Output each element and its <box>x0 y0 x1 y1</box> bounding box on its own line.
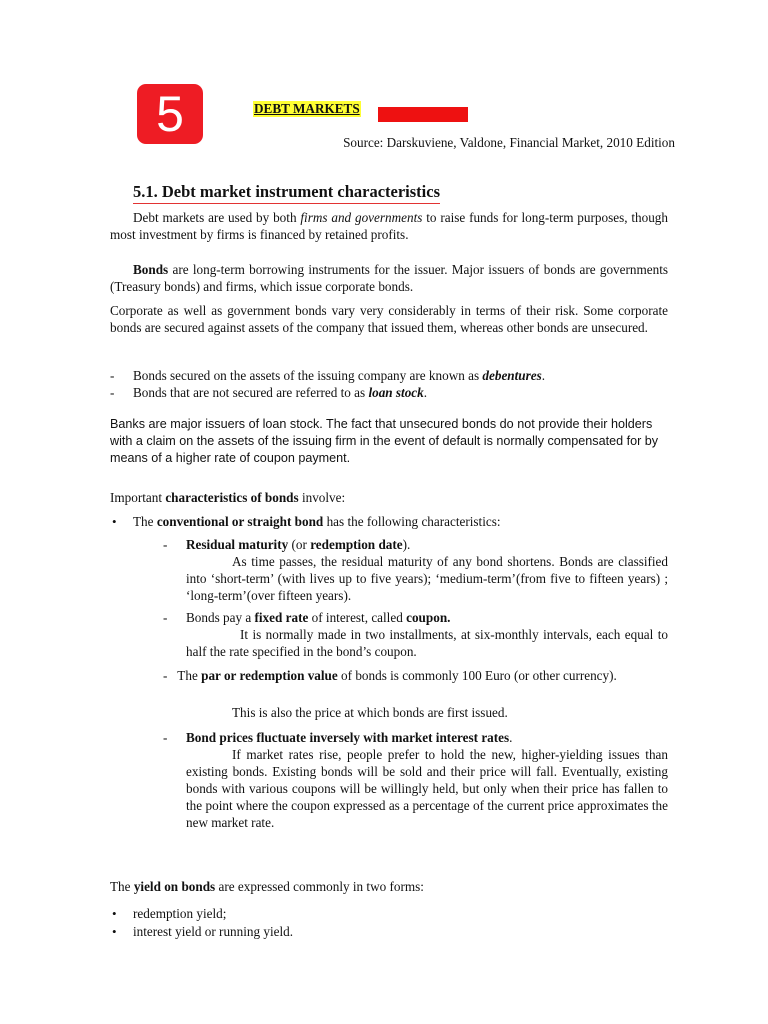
text: . <box>541 368 546 383</box>
list-dash: - <box>163 668 168 683</box>
term-debentures: debentures <box>482 368 542 383</box>
text: The <box>110 879 134 894</box>
characteristics-intro <box>110 489 668 506</box>
list-dash: - <box>163 730 168 745</box>
text: has the following characteristics: <box>323 514 501 529</box>
text: involve: <box>298 490 346 505</box>
title-accent-bar <box>378 107 468 122</box>
text: of interest, called <box>308 610 407 625</box>
text: (or <box>288 537 311 552</box>
list-dash: - <box>163 610 168 625</box>
item-fixed-rate <box>186 609 668 660</box>
conventional-bond-line <box>133 513 501 530</box>
item-residual-maturity <box>186 536 668 604</box>
text: Important <box>110 490 166 505</box>
text: Bonds that are not secured are referred to as <box>133 385 369 400</box>
text: ). <box>402 537 411 552</box>
term-bond-prices: Bond prices fluctuate inversely with market interest rates <box>186 730 510 745</box>
list-dash: - <box>110 368 115 383</box>
term-yield: yield on bonds <box>133 879 216 894</box>
term-characteristics: characteristics of bonds <box>165 490 299 505</box>
text: . <box>509 730 513 745</box>
list-dash: - <box>110 385 115 400</box>
text: are expressed commonly in two forms: <box>215 879 424 894</box>
bullet-icon: • <box>112 924 117 939</box>
bullet-icon: • <box>112 906 117 921</box>
term-coupon: coupon. <box>406 610 451 625</box>
term-redemption-date: redemption date <box>310 537 403 552</box>
item-bond-prices <box>186 729 668 831</box>
text: The <box>177 668 202 683</box>
text: of bonds is commonly 100 Euro (or other currency). <box>337 668 617 683</box>
text: Bonds secured on the assets of the issuing company are known as <box>133 368 483 383</box>
term-loan-stock: loan stock <box>368 385 424 400</box>
term-residual-maturity: Residual maturity <box>186 537 289 552</box>
chapter-title: DEBT MARKETS <box>254 101 360 116</box>
yield-intro <box>110 878 668 895</box>
text: . <box>423 385 428 400</box>
text: Debt markets are used by both <box>133 210 301 225</box>
bullet-icon: • <box>112 514 117 529</box>
list-dash: - <box>163 537 168 552</box>
emphasis: firms and governments <box>300 210 423 225</box>
list-item-debentures <box>133 367 545 384</box>
item-par-value <box>163 667 668 684</box>
term-fixed-rate: fixed rate <box>254 610 309 625</box>
yield-item-interest: interest yield or running yield. <box>133 924 294 939</box>
text: are long-term borrowing instruments for the issuer. Major issuers of bonds are governments (Treasury bonds) and firms, which issue corporate bonds. <box>110 262 668 294</box>
paragraph-bonds <box>110 261 668 295</box>
item-detail: This is also the price at which bonds are first issued. <box>232 705 508 720</box>
list-item-loan-stock <box>133 384 427 401</box>
yield-item-redemption: redemption yield; <box>133 906 227 921</box>
term-bonds: Bonds <box>133 262 169 277</box>
source-citation: Source: Darskuviene, Valdone, Financial Market, 2010 Edition <box>343 135 675 150</box>
chapter-number-badge: 5 <box>137 84 203 144</box>
paragraph-risk: Corporate as well as government bonds vary very considerably in terms of their risk. Some corporate bonds are secured against assets of the company that issued them, whereas other bonds are unsecured. <box>110 303 668 335</box>
section-title: 5.1. Debt market instrument characteristics <box>133 182 440 204</box>
text: to raise funds for long-term purposes, though most investment by firms is financed by retained profits. <box>110 210 668 242</box>
item-detail: As time passes, the residual maturity of any bond shortens. Bonds are classified into ‘short-term’ (with lives up to five years); ‘medium-term’(from five to fifteen years) ; ‘long-term’(over fifteen years). <box>186 554 668 603</box>
paragraph-loan-stock: Banks are major issuers of loan stock. The fact that unsecured bonds do not provide their holders with a claim on the assets of the issuing firm in the event of default is normally compensated for by means of a higher rate of coupon payment. <box>110 417 659 465</box>
paragraph-debt-markets <box>110 209 668 243</box>
item-detail: It is normally made in two installments, at six-monthly intervals, each equal to half the rate specified in the bond’s coupon. <box>186 627 668 659</box>
term-par-value: par or redemption value <box>201 668 338 683</box>
term-conventional-bond: conventional or straight bond <box>156 514 324 529</box>
text: Bonds pay a <box>186 610 255 625</box>
text: The <box>133 514 157 529</box>
item-detail: If market rates rise, people prefer to hold the new, higher-yielding issues than existing bonds. Existing bonds will be sold and their price will fall. Eventually, existing bonds with various coupons will be willingly held, but only when their price has fallen to the point where the coupon expressed as a percentage of the current price approximates the new market rate. <box>186 747 668 830</box>
